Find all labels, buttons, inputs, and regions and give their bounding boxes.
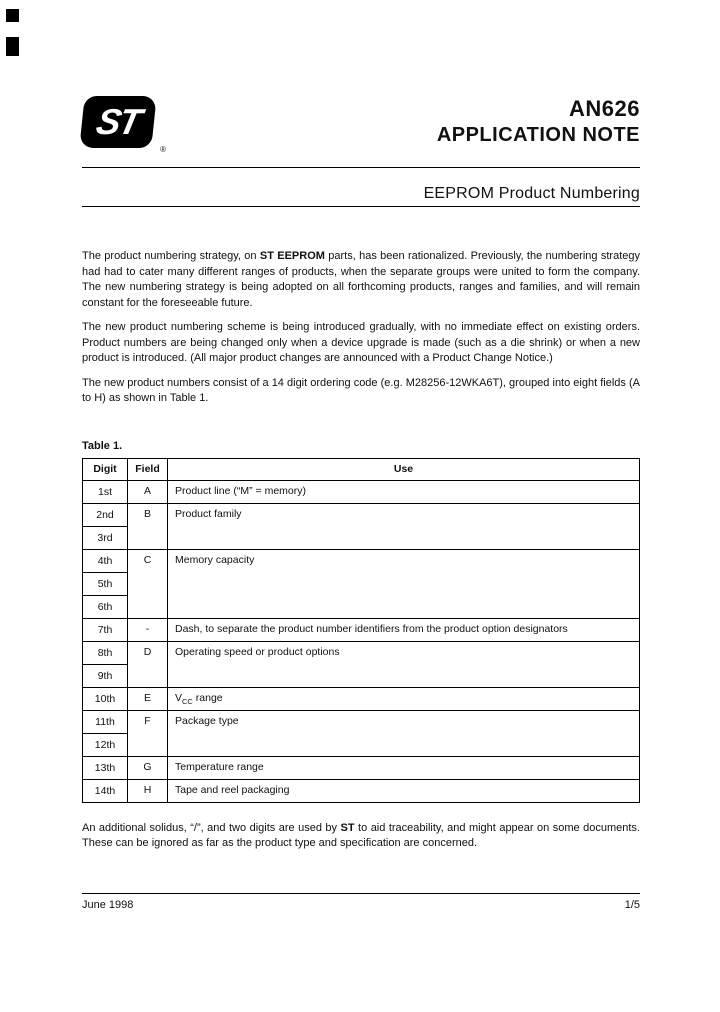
- field-cell: C: [128, 549, 168, 618]
- digit-cell: 8th: [83, 641, 128, 664]
- field-cell: B: [128, 503, 168, 549]
- digit-cell: 4th: [83, 549, 128, 572]
- field-cell: A: [128, 480, 168, 503]
- footer-divider: [82, 893, 640, 894]
- document-header: [82, 96, 640, 154]
- st-logo-icon: [79, 96, 156, 148]
- field-cell: D: [128, 641, 168, 687]
- table-row: [83, 480, 640, 503]
- digit-cell: 9th: [83, 664, 128, 687]
- table-row: [83, 549, 640, 572]
- use-cell: $V_{CC}$ range: [168, 687, 640, 710]
- digit-cell: 13th: [83, 756, 128, 779]
- column-header-field: Field: [128, 458, 168, 480]
- field-cell: G: [128, 756, 168, 779]
- doc-number: AN626: [569, 96, 640, 121]
- use-cell: Product line (“M” = memory): [168, 480, 640, 503]
- text-segment: An additional solidus, “/”, and two digits are used by: [82, 821, 341, 834]
- text-segment: parts, has been rationalized. Previously, the numbering strategy had had to cater many different ranges of products, when the separate groups were united to form the company. The new numbering strategy is being adopted on all forthcoming products, ranges and families, and will remain constant for the foreseeable future.: [82, 250, 640, 309]
- text-segment: The new product numbers consist of a 14 digit ordering code (e.g. M28256-12WKA6T), grouped into eight fields (A to H) as shown in Table 1.: [82, 376, 640, 404]
- digit-cell: 14th: [83, 779, 128, 802]
- table-row: [83, 503, 640, 526]
- scan-registration-mark: [6, 9, 19, 22]
- use-cell: Product family: [168, 503, 640, 549]
- table-row: [83, 756, 640, 779]
- doc-type: APPLICATION NOTE: [436, 124, 640, 146]
- st-logo: [82, 96, 166, 154]
- table-caption: Table 1.: [82, 439, 123, 452]
- paragraph: [82, 821, 640, 852]
- digit-cell: 1st: [83, 480, 128, 503]
- subtitle-divider: [82, 206, 640, 207]
- digit-cell: 2nd: [83, 503, 128, 526]
- table-row: [83, 779, 640, 802]
- digit-cell: 11th: [83, 710, 128, 733]
- digit-cell: 5th: [83, 572, 128, 595]
- table-row: [83, 687, 640, 710]
- st-logo-letters: ST: [92, 101, 144, 142]
- scan-registration-mark: [6, 37, 19, 56]
- field-cell: E: [128, 687, 168, 710]
- footer-date: June 1998: [82, 899, 134, 911]
- column-header-use: Use: [168, 458, 640, 480]
- use-cell: Temperature range: [168, 756, 640, 779]
- column-header-digit: Digit: [83, 458, 128, 480]
- use-cell: Tape and reel packaging: [168, 779, 640, 802]
- table-row: [83, 641, 640, 664]
- body-paragraphs: [82, 249, 640, 407]
- table-header-row: [83, 458, 640, 480]
- field-cell: -: [128, 618, 168, 641]
- table-row: [83, 618, 640, 641]
- digit-cell: 3rd: [83, 526, 128, 549]
- registered-trademark-symbol: ®: [160, 145, 166, 154]
- page-footer: [82, 893, 640, 911]
- table-row: [83, 710, 640, 733]
- header-divider: [82, 167, 640, 168]
- use-cell: Operating speed or product options: [168, 641, 640, 687]
- text-segment: The product numbering strategy, on: [82, 250, 260, 262]
- field-cell: H: [128, 779, 168, 802]
- use-cell: Memory capacity: [168, 549, 640, 618]
- text-segment: to aid traceability, and might appear on some documents. These can be ignored as far as the product type and specification are concerned.: [82, 821, 640, 850]
- doc-subtitle: EEPROM Product Numbering: [423, 185, 640, 202]
- digit-cell: 10th: [83, 687, 128, 710]
- header-titles: [437, 96, 640, 148]
- text-segment: The new product numbering scheme is being introduced gradually, with no immediate effect on existing orders. Product numbers are being changed only when a device upgrade is made (such as a die shrink) or when a new product is introduced. (All major product changes are announced with a Product Change Notice.): [82, 321, 640, 364]
- paragraph: [82, 376, 640, 407]
- paragraph: [82, 320, 640, 367]
- digit-cell: 12th: [83, 733, 128, 756]
- bold-text: ST EEPROM: [259, 250, 325, 262]
- bold-text: ST: [340, 821, 355, 834]
- use-cell: Package type: [168, 710, 640, 756]
- footer-page-number: 1/5: [624, 899, 640, 911]
- product-numbering-table: [82, 458, 640, 803]
- paragraph: [82, 249, 640, 311]
- field-cell: F: [128, 710, 168, 756]
- closing-paragraph: [82, 821, 640, 852]
- use-cell: Dash, to separate the product number identifiers from the product option designators: [168, 618, 640, 641]
- digit-cell: 6th: [83, 595, 128, 618]
- digit-cell: 7th: [83, 618, 128, 641]
